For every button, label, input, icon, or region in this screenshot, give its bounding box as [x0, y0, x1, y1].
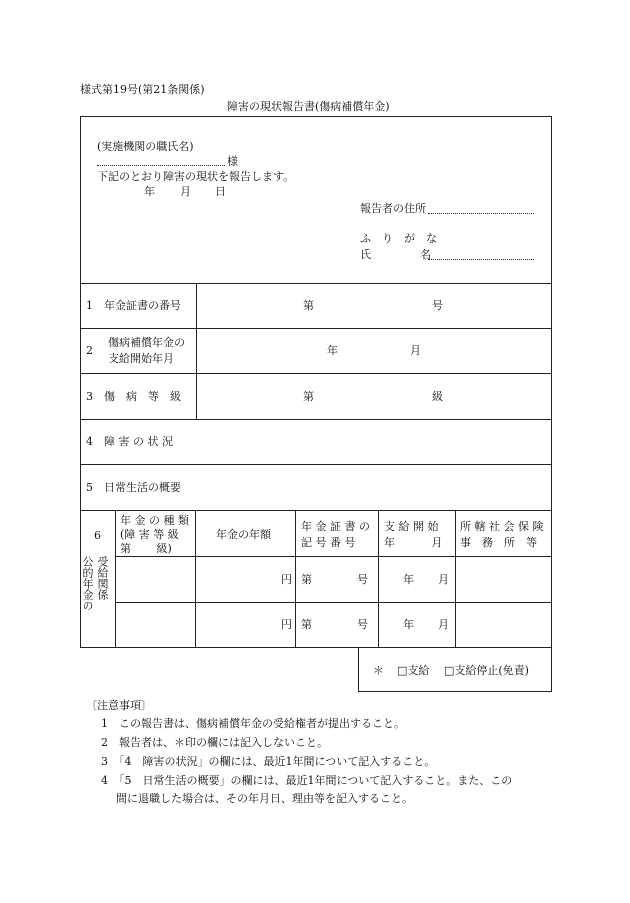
hdr-kind-line3: 第 級) — [120, 542, 172, 555]
payment-option-suspend[interactable]: □支給停止(免責) — [444, 664, 529, 677]
notes-heading: 〔注意事項〕 — [86, 699, 152, 712]
payment-asterisk: ＊ — [373, 664, 384, 677]
reporter-address-label: 報告者の住所 — [360, 202, 426, 215]
s6r1-yen: 円 — [281, 573, 292, 586]
reporter-address-line[interactable] — [428, 213, 534, 214]
s6r1-year: 年 — [403, 573, 414, 586]
sec6-divider-d — [378, 510, 379, 648]
row1-label: 1 年金証書の番号 — [86, 299, 181, 312]
rule-1 — [80, 283, 552, 284]
s6r1-go: 号 — [357, 573, 368, 586]
rule-6 — [80, 510, 552, 511]
institution-name-line[interactable] — [97, 165, 225, 166]
furigana-label: ふ り が な — [360, 232, 437, 245]
sec6-divider-a — [115, 510, 116, 648]
label-divider — [196, 283, 197, 419]
s6r2-year: 年 — [403, 618, 414, 631]
sec6-divider-b — [195, 510, 196, 648]
form-title: 障害の現状報告書(傷病補償年金) — [227, 100, 390, 113]
s6r2-yen: 円 — [281, 618, 292, 631]
note-1: 1 この報告書は、傷病補償年金の受給権者が提出すること。 — [101, 717, 405, 730]
date-day-label: 日 — [215, 185, 226, 198]
reporter-name-line[interactable] — [428, 259, 534, 260]
sama-label: 様 — [227, 155, 238, 168]
rule-7 — [115, 556, 552, 557]
sec6-divider-e — [455, 510, 456, 648]
s6r1-month: 月 — [438, 573, 449, 586]
row1-go: 号 — [432, 299, 443, 312]
note-3: 3 「4 障害の状況」の欄には、最近1年間について記入すること。 — [101, 755, 436, 768]
hdr-office-line1: 所 轄 社 会 保 険 — [460, 520, 544, 533]
hdr-amount: 年金の年額 — [216, 528, 271, 541]
hdr-office-line2: 事 務 所 等 — [460, 536, 537, 549]
row3-kyu: 級 — [432, 390, 443, 403]
row2-year: 年 — [327, 344, 338, 357]
sec6-vertical-label-col1: 公的年金の — [81, 556, 94, 611]
hdr-cert-line2: 記 号 番 号 — [301, 536, 356, 549]
statement-text: 下記のとおり障害の現状を報告します。 — [97, 170, 295, 183]
row5-label: 5 日常生活の概要 — [86, 481, 181, 494]
date-month-label: 月 — [180, 185, 191, 198]
row3-dai: 第 — [303, 390, 314, 403]
note-2: 2 報告者は、＊印の欄には記入しないこと。 — [101, 736, 328, 749]
name-label-first: 氏 — [360, 248, 371, 261]
row1-dai: 第 — [303, 299, 314, 312]
row2-month: 月 — [410, 344, 421, 357]
row4-label: 4 障 害 の 状 況 — [86, 435, 173, 448]
hdr-cert-line1: 年 金 証 書 の — [301, 520, 370, 533]
s6r2-go: 号 — [357, 618, 368, 631]
note-4-line1: 4 「5 日常生活の概要」の欄には、最近1年間について記入すること。また、この — [101, 774, 513, 787]
rule-5 — [80, 464, 552, 465]
hdr-kind-line2: (障 害 等 級 — [120, 528, 179, 541]
s6r2-dai: 第 — [301, 618, 312, 631]
rule-4 — [80, 419, 552, 420]
row2-number: 2 — [86, 344, 93, 357]
sec6-number: 6 — [94, 529, 101, 542]
row2-label-line1: 傷病補償年金の — [108, 336, 185, 349]
s6r1-dai: 第 — [301, 573, 312, 586]
hdr-start-line2: 年 月 — [384, 536, 443, 549]
sec6-divider-c — [295, 510, 296, 648]
note-4-line2: 間に退職した場合は、その年月日、理由等を記入すること。 — [116, 792, 413, 805]
row3-label: 3 傷 病 等 級 — [86, 390, 181, 403]
hdr-start-line1: 支 給 開 始 — [384, 520, 439, 533]
payment-option-pay[interactable]: □支給 — [397, 664, 430, 677]
s6r2-month: 月 — [438, 618, 449, 631]
name-label-second: 名 — [420, 248, 431, 261]
row2-label-line2: 支給開始年月 — [108, 352, 174, 365]
rule-2 — [80, 328, 552, 329]
date-year-label: 年 — [144, 185, 155, 198]
sec6-vertical-label-col2: 受給関係 — [96, 556, 109, 600]
rule-8 — [115, 602, 552, 603]
institution-label: (実施機関の職氏名) — [97, 140, 194, 153]
rule-3 — [80, 373, 552, 374]
form-number: 様式第19号(第21条関係) — [80, 83, 205, 96]
hdr-kind-line1: 年 金 の 種 類 — [120, 514, 189, 527]
